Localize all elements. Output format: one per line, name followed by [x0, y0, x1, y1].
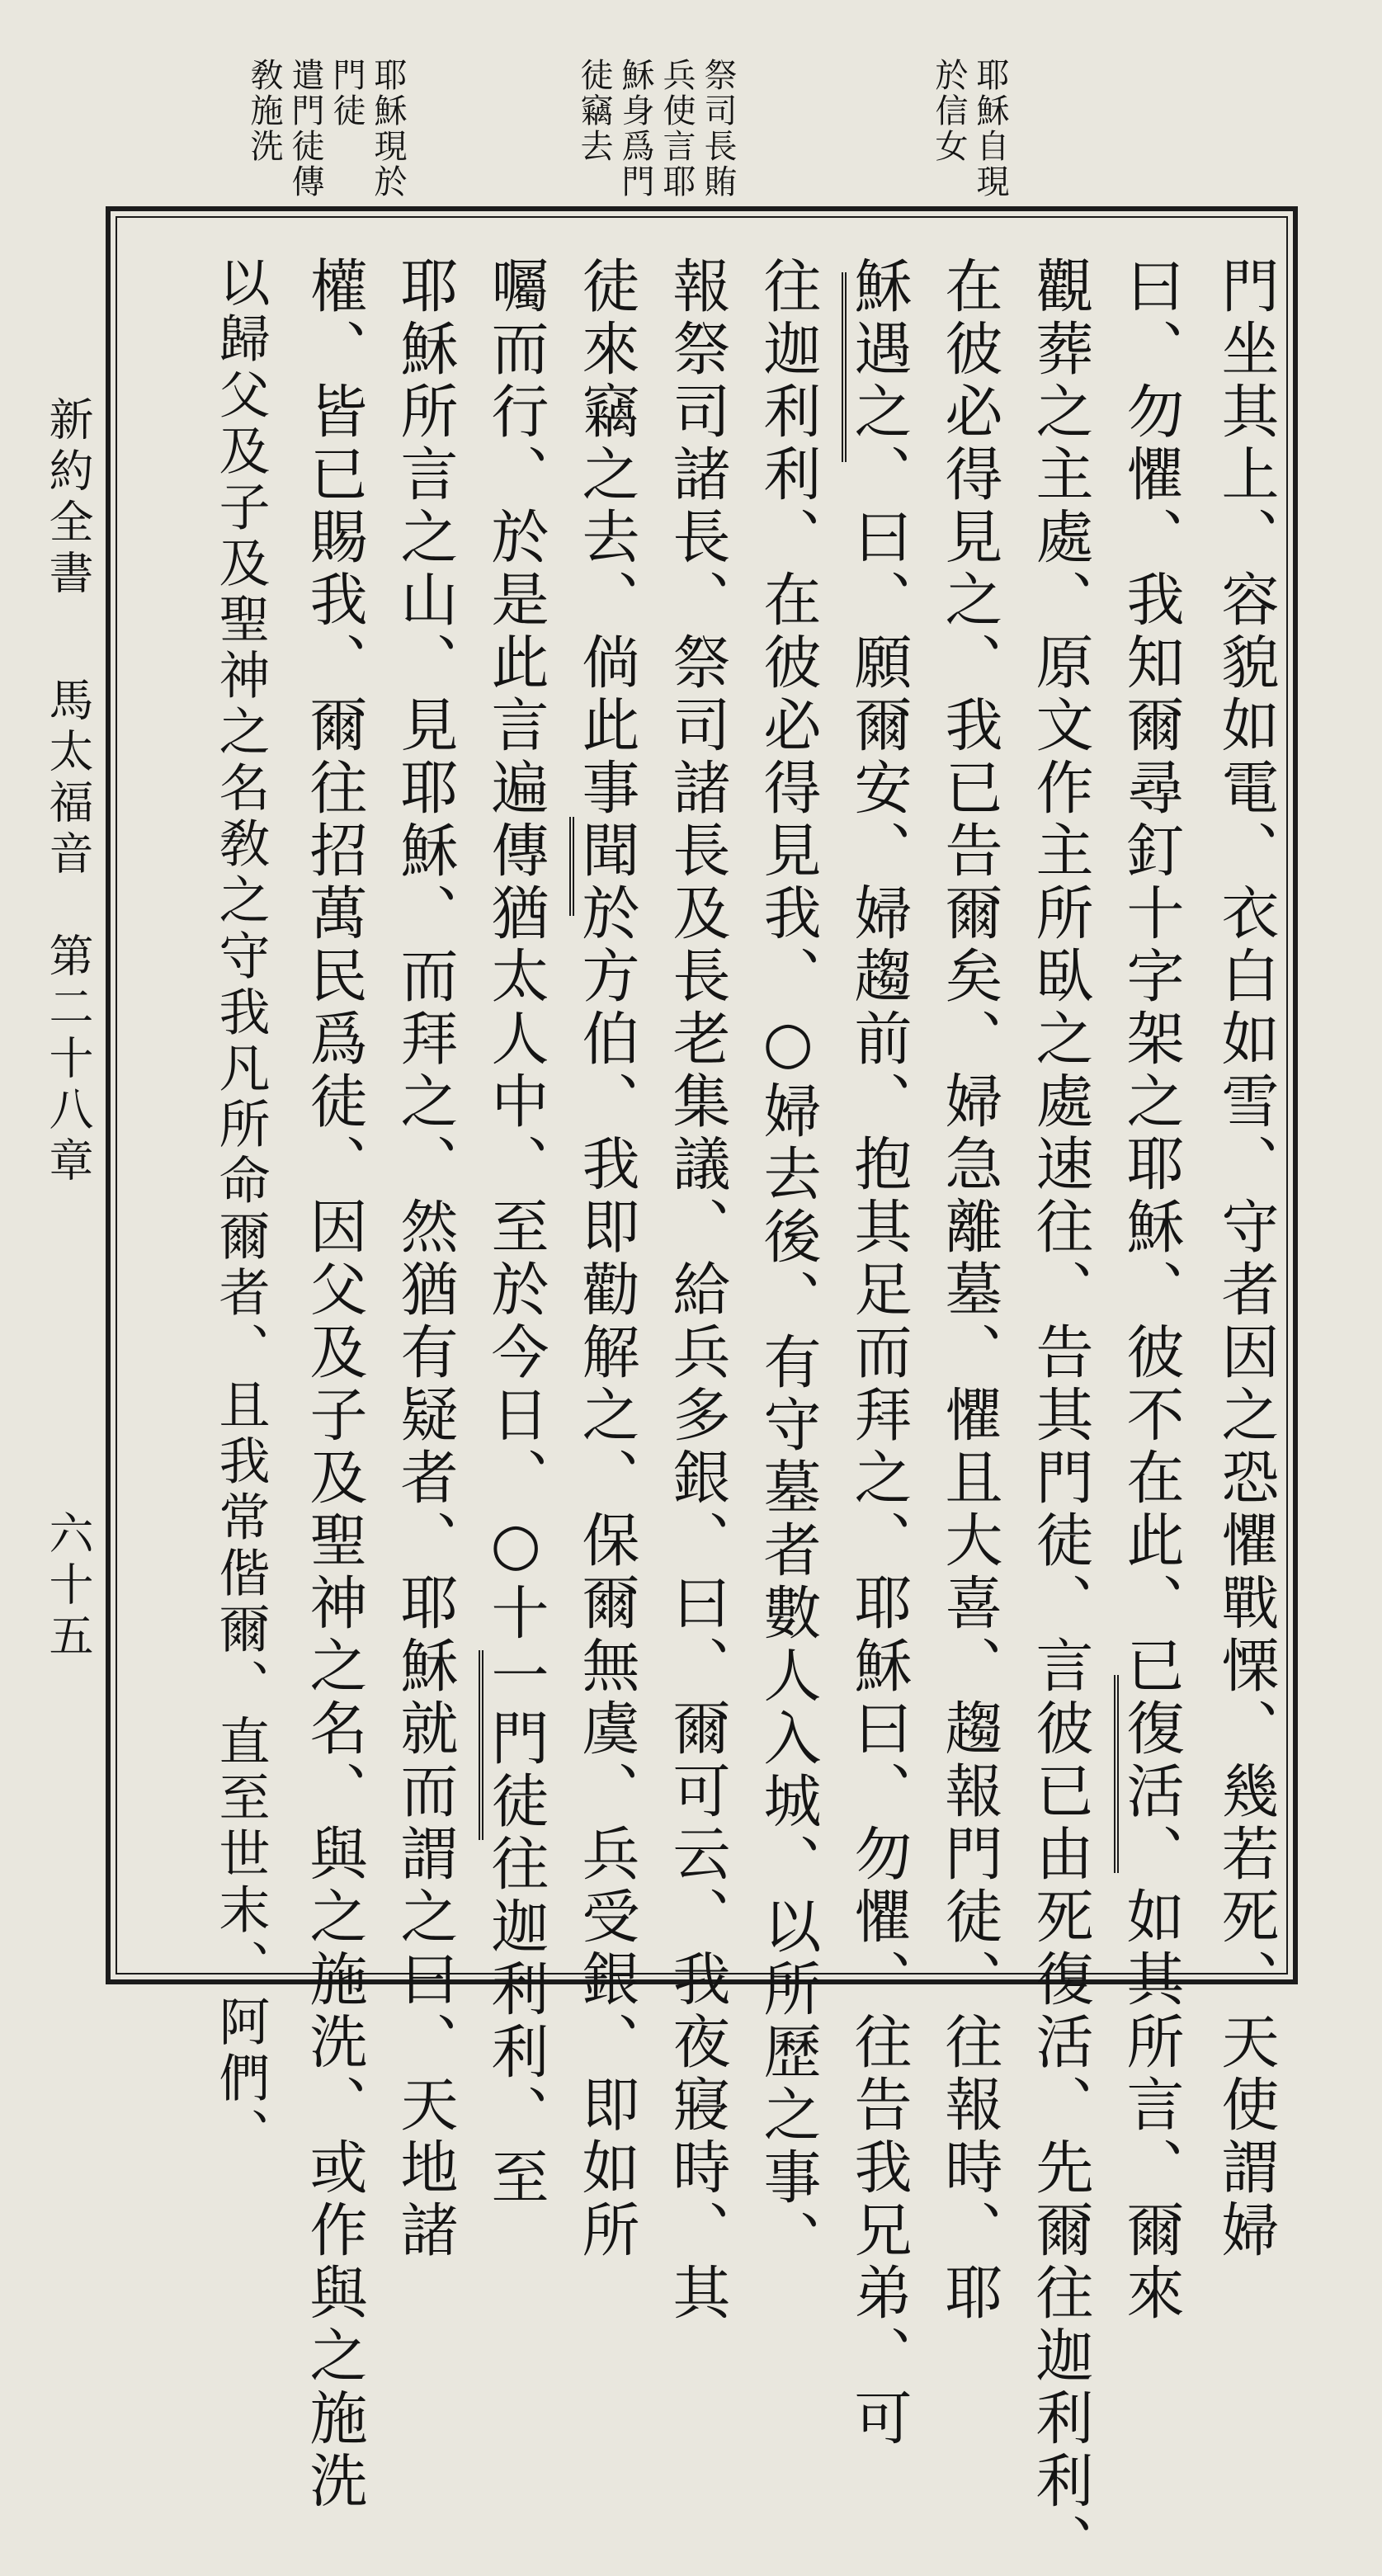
text-column-12: 以歸父及子及聖神之名敎之守我凡所命爾者、且我常偕爾、直至世末、阿們、 [210, 256, 271, 2163]
headnote-col-4: 兵使言耶 [658, 58, 696, 200]
proper-name-rule [842, 272, 847, 462]
text-column-1: 門坐其上、容貌如電、衣白如雪、守者因之恐懼戰慄、幾若死、天使謂婦 [1212, 256, 1280, 2262]
proper-name-rule [479, 1650, 483, 1840]
text-column-5: 穌遇之、曰、願爾安、婦趨前、抱其足而拜之、耶穌曰、勿懼、往告我兄弟、可 [845, 256, 913, 2451]
headnote-col-3: 祭司長賄 [699, 58, 737, 200]
running-head-chapter [42, 932, 94, 1188]
text-column-4: 在彼必得見之、我已告爾矣、婦急離墓、懼且大喜、趨報門徒、往報時、耶 [936, 256, 1003, 2325]
headnote-col-8: 門徒 [328, 58, 366, 129]
gospel-title: 馬太福音 [42, 677, 94, 881]
headnote-col-6: 徒竊去 [575, 58, 613, 164]
headnote-col-5: 穌身爲門 [616, 58, 654, 200]
chapter-title: 第二十八章 [42, 932, 94, 1188]
text-column-10: 耶穌所言之山、見耶穌、而拜之、然猶有疑者、耶穌就而謂之曰、天地諸 [391, 256, 459, 2262]
proper-name-rule [1114, 1675, 1119, 1873]
running-head-book [42, 396, 94, 601]
headnote-col-2: 於信女 [930, 58, 968, 164]
headnote-col-10: 敎施洗 [245, 58, 283, 164]
headnote-col-9: 遣門徒傳 [286, 58, 324, 200]
text-column-3: 觀葬之主處、原文作主所臥之處速往、告其門徒、言彼已由死復活、先爾往迦利利、 [1026, 256, 1094, 2576]
running-head-gospel [42, 677, 94, 881]
text-column-2: 曰、勿懼、我知爾尋釘十字架之耶穌、彼不在此、已復活、如其所言、爾來 [1117, 256, 1185, 2325]
text-column-8: 徒來竊之去、倘此事聞於方伯、我即勸解之、保爾無虞、兵受銀、即如所 [573, 256, 640, 2262]
text-column-11: 權、皆已賜我、爾往招萬民爲徒、因父及子及聖神之名、與之施洗、或作與之施洗 [300, 256, 368, 2513]
text-column-9: 囑而行、於是此言遍傳猶太人中、至於今日、○十一門徒往迦利利、至 [482, 256, 549, 2210]
text-column-6: 往迦利利、在彼必得見我、○婦去後、有守墓者數人入城、以所歷之事、 [754, 256, 822, 2272]
proper-name-rule [569, 817, 574, 916]
headnote-col-7: 耶穌現於 [369, 58, 407, 200]
headnote-col-1: 耶穌自現 [971, 58, 1009, 200]
book-title: 新約全書 [42, 396, 94, 601]
page-number: 六十五 [42, 1510, 94, 1663]
text-column-7: 報祭司諸長、祭司諸長及長老集議、給兵多銀、曰、爾可云、我夜寢時、其 [663, 256, 731, 2325]
